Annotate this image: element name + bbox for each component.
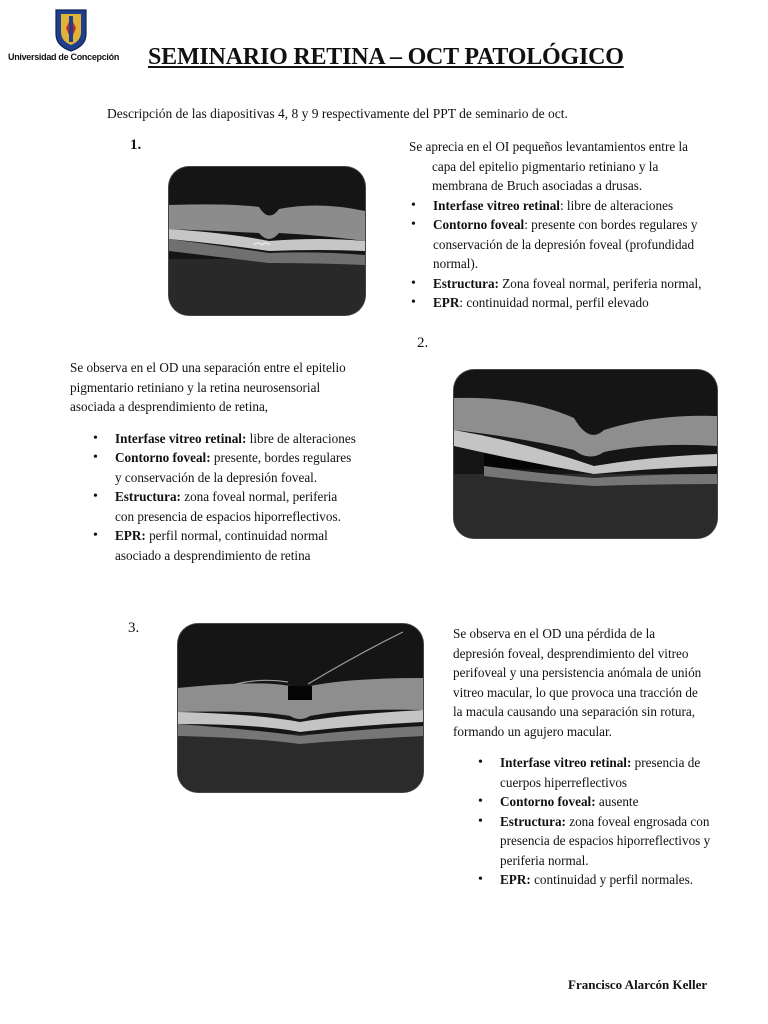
finding-text: : libre de alteraciones [559,197,674,213]
case-3-intro-line: perifoveal y una persistencia anómala de unión [453,665,702,680]
finding-text: asociado a desprendimiento de retina [115,547,311,563]
finding-text: libre de alteraciones [246,430,356,446]
finding-key: Estructura: [433,275,499,291]
finding-key: Interfase vitreo retinal [433,197,560,213]
university-name: Universidad de Concepción [8,52,120,62]
finding-key: Contorno foveal [433,217,525,232]
page-subtitle: Descripción de las diapositivas 4, 8 y 9 respectivamente del PPT de seminario de oct. [107,106,568,121]
oct-scan-image-icon [178,624,423,792]
list-item [91,487,410,526]
case-2-number: 2. [417,335,429,351]
oct-scan-retinal-detachment [454,370,717,538]
finding-text: ausente [595,794,639,809]
list-item [91,448,410,487]
list-item [409,274,749,294]
case-2-intro-line: asociada a desprendimiento de retina, [70,399,269,414]
university-logo [8,8,130,68]
case-1-intro-line: membrana de Bruch asociadas a drusas. [432,178,643,193]
finding-key: EPR [433,295,460,310]
case-3-intro-line: vitreo macular, lo que provoca una tracción de [453,684,698,700]
finding-text: zona foveal engrosada con [565,813,710,829]
case-1-number: 1. [130,137,142,153]
case-1-intro-line: capa del epitelio pigmentario retiniano y la [432,158,659,174]
case-1-intro-line: Se aprecia en el OI pequeños levantamientos entre la [409,139,689,154]
finding-text: normal). [433,256,479,271]
list-item [409,215,749,274]
oct-scan-image-icon [454,370,717,538]
finding-key: Estructura: [115,489,181,504]
case-3-findings-list [476,753,753,890]
list-item [409,293,749,313]
finding-key: Interfase vitreo retinal: [115,430,247,446]
case-2-description [70,358,410,565]
case-3-intro-line: depresión foveal, desprendimiento del vitreo [453,645,689,661]
finding-key: EPR: [500,872,531,887]
finding-key: Contorno foveal: [500,794,596,809]
finding-text: : continuidad normal, perfil elevado [459,295,649,310]
list-item [91,526,410,565]
case-3-intro-line: Se observa en el OD una pérdida de la [453,626,656,641]
finding-text: conservación de la depresión foveal (profundidad [433,236,695,252]
oct-scan-drusen [169,167,365,315]
finding-key: EPR: [115,528,146,543]
case-1-description [409,137,749,313]
finding-text: presente, bordes regulares [210,450,352,465]
case-3-intro-line: formando un agujero macular. [453,723,612,739]
list-item [476,812,753,871]
author-name: Francisco Alarcón Keller [568,977,708,992]
finding-text: Zona foveal normal, periferia normal, [498,275,702,291]
finding-text: presencia de espacios hiporreflectivos y [500,833,711,848]
case-3-intro-line: la macula causando una separación sin rotura, [453,704,696,719]
case-1-findings-list [409,196,749,313]
oct-scan-image-icon [169,167,365,315]
finding-text: perfil normal, continuidad normal [145,528,328,543]
oct-scan-macular-hole [178,624,423,792]
case-3-description [453,624,753,890]
finding-text: cuerpos hiperreflectivos [500,774,628,790]
page-title: SEMINARIO RETINA – OCT PATOLÓGICO [148,44,624,70]
finding-key: Interfase vitreo retinal: [500,755,632,770]
list-item [476,870,753,890]
finding-key: Estructura: [500,813,566,829]
finding-text: con presencia de espacios hiporreflectivos. [115,508,341,524]
finding-text: y conservación de la depresión foveal. [115,469,318,485]
list-item [476,753,753,792]
list-item [91,429,410,449]
finding-text: zona foveal normal, periferia [180,489,338,504]
university-shield-icon [54,8,88,52]
list-item [476,792,753,812]
case-2-intro-line: pigmentario retiniano y la retina neurosensorial [70,379,321,395]
finding-text: continuidad y perfil normales. [530,872,694,887]
case-2-intro-line: Se observa en el OD una separación entre el epitelio [70,360,346,375]
finding-text: : presente con bordes regulares y [524,217,698,232]
finding-key: Contorno foveal: [115,450,211,465]
case-3-number: 3. [128,620,140,636]
finding-text: periferia normal. [500,852,589,868]
list-item [409,196,749,216]
finding-text: presencia de [631,755,701,770]
case-2-findings-list [91,429,410,566]
